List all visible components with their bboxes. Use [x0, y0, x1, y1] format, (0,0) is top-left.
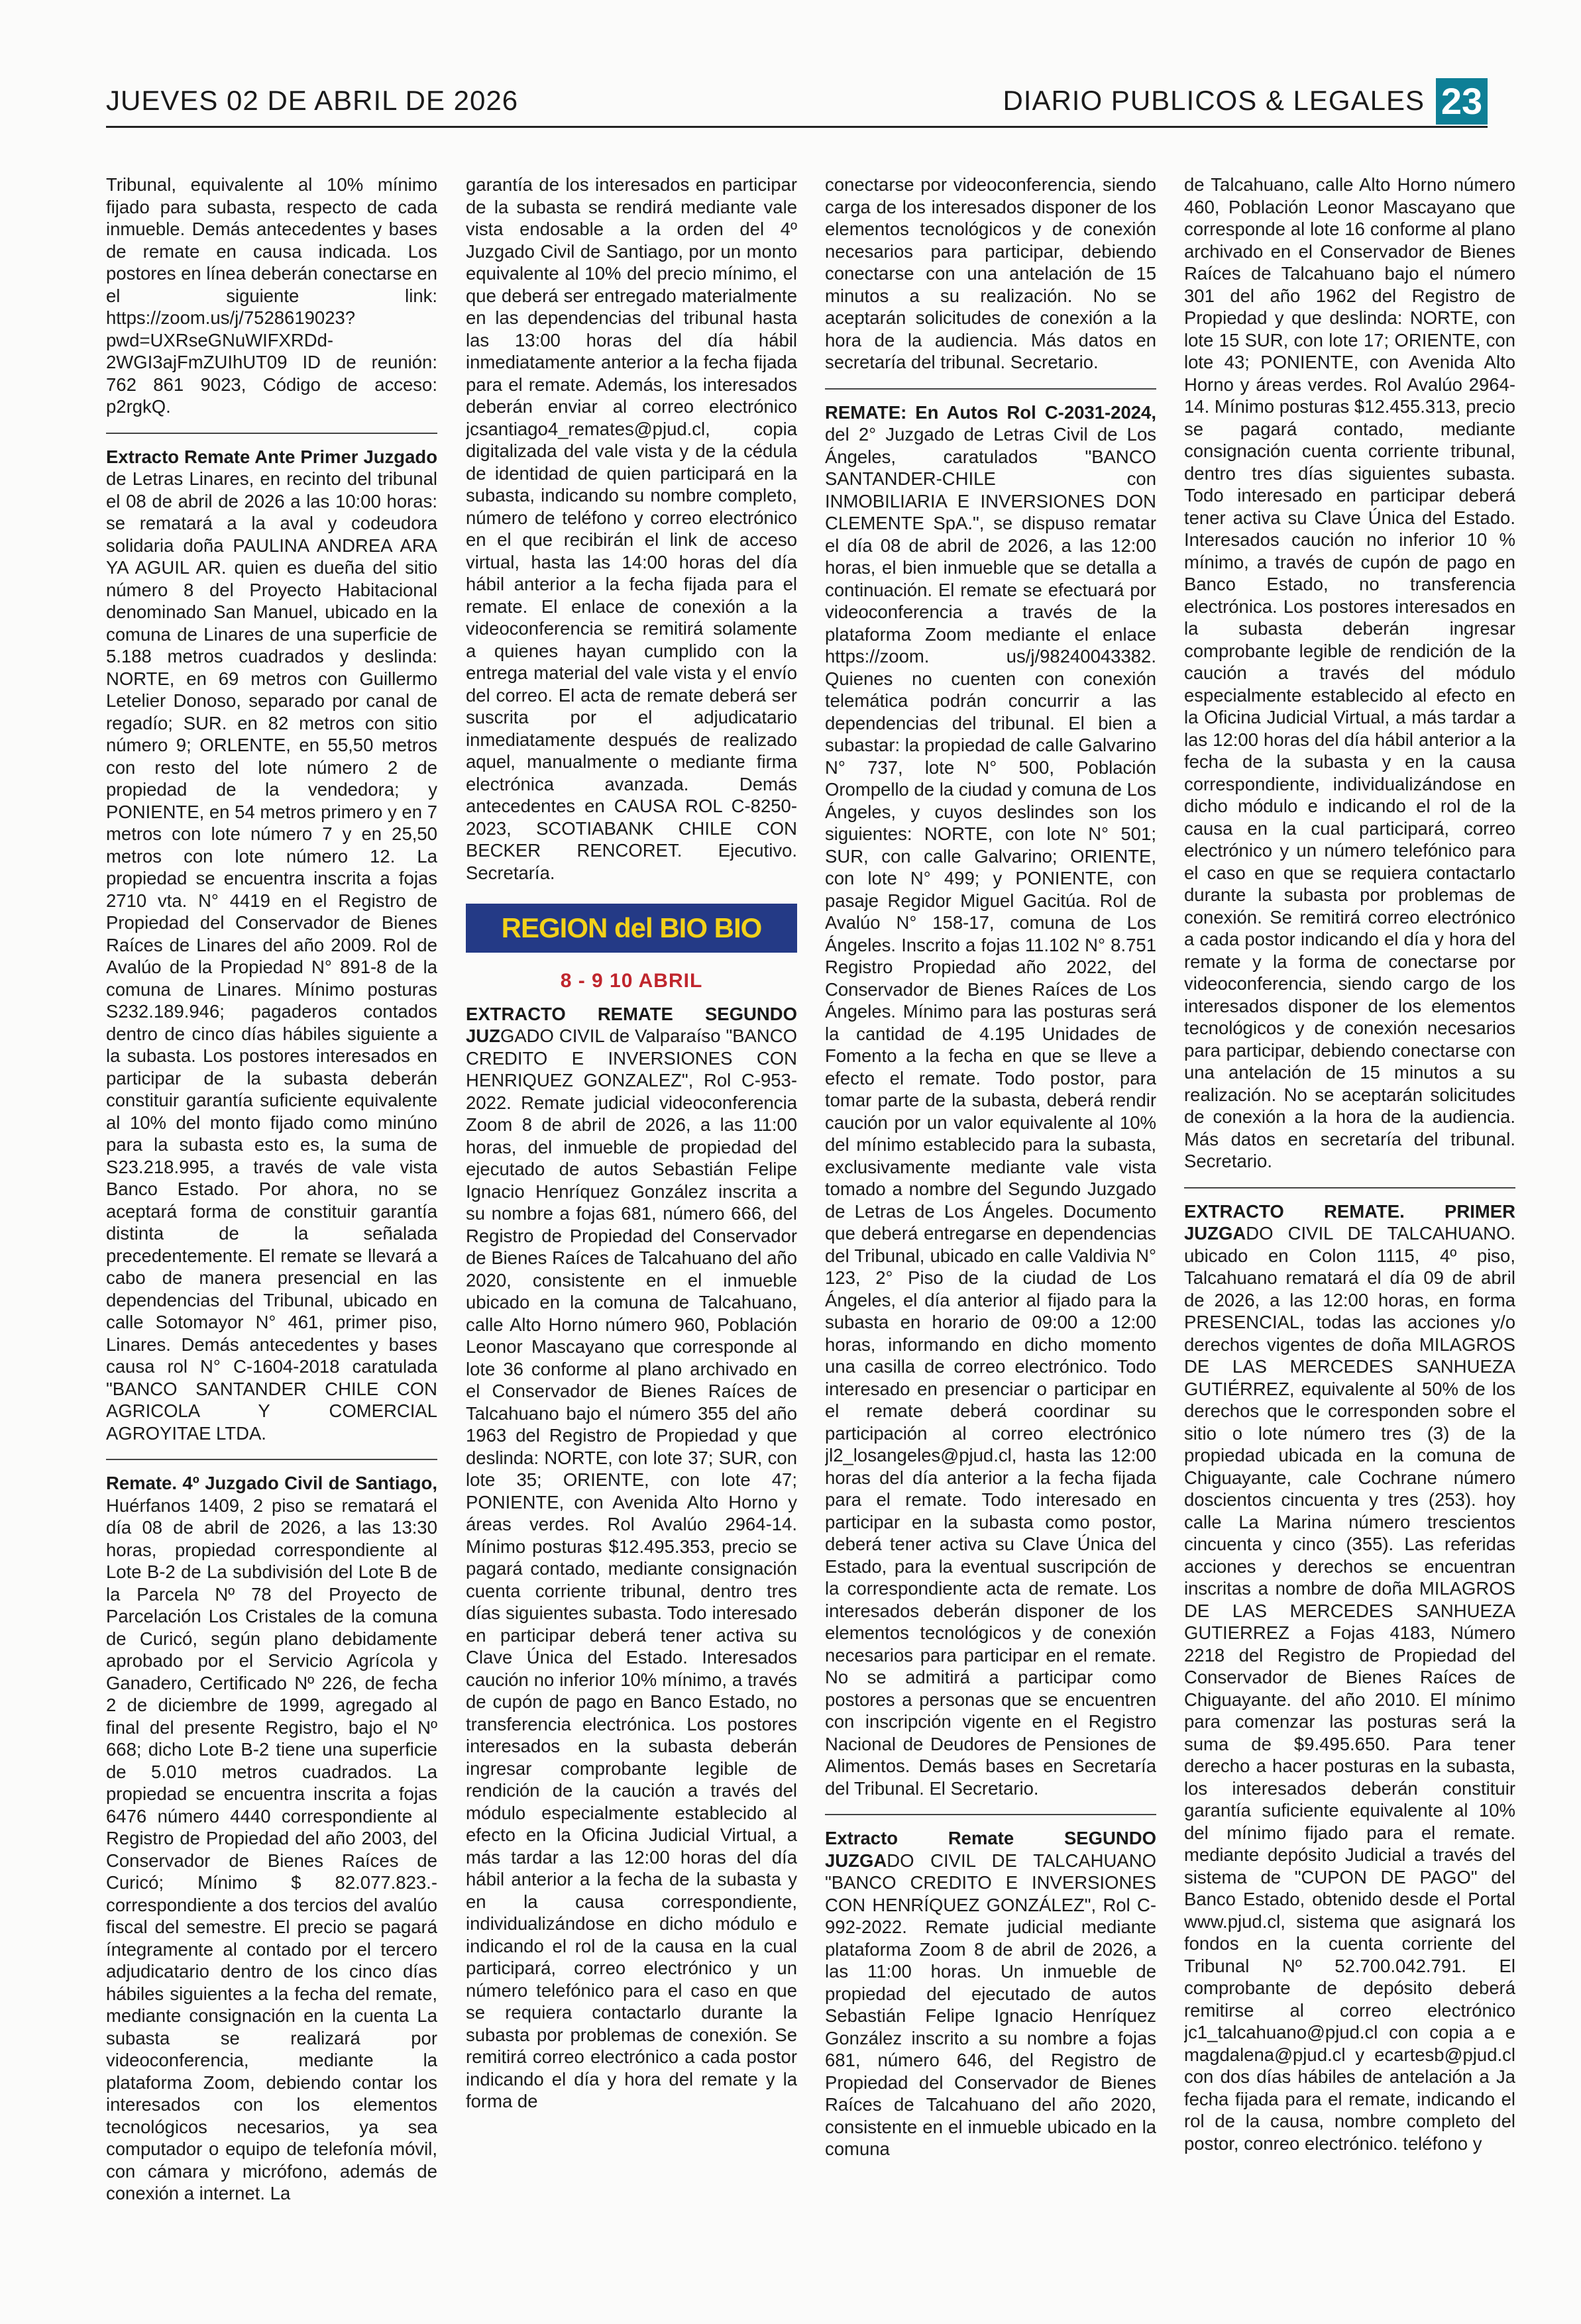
notice-divider — [825, 388, 1156, 390]
notice — [825, 1827, 1156, 2160]
notice — [1184, 1200, 1515, 2155]
notice-divider — [825, 1814, 1156, 1815]
notice — [466, 1003, 797, 2113]
notice — [106, 1472, 437, 2205]
notice-text: Tribunal, equivalente al 10% mínimo fijado para subasta, respecto de cada inmueble. Demás antecedentes y bases de remate en causa indicada. Los postores en línea deberán conectarse en el siguiente link: https://zoom.us/j/7528619023?pwd=UXRseGNuWIFXRDd-2WGI3ajFmZUIhUT09 ID de reunión: 762 861 9023, Código de acceso: p2rgkQ. — [106, 174, 437, 417]
notice-text: de Talcahuano, calle Alto Horno número 460, Población Leonor Mascayano que corresponde al lote 16 conforme al plano archivado en el Conservador de Bienes Raíces de Talcahuano bajo el número 301 del año 1962 del Registro de Propiedad y que deslinda: NORTE, con lote 15 SUR, con lote 17; ORIENTE, con lote 43; PONIENTE, con Avenida Alto Horno y áreas verdes. Rol Avalúo 2964-14. Mínimo posturas $12.455.313, precio se pagará contado, mediante consignación cuenta corriente tribunal, dentro tres días siguientes subasta. Todo interesado en participar deberá tener activa su Clave Única del Estado. Interesados caución no inferior 10 % mínimo, a través de cupón de pago en Banco Estado, no transferencia electrónica. Los postores interesados en la subasta deberán ingresar comprobante legible de rendición de la caución a través del módulo especialmente establecido al efecto en la Oficina Judicial Virtual, a más tardar a las 12:00 horas del día hábil anterior a la fecha de la subasta y en la causa correspondiente, individualizándose en dicho módulo e indicando el rol de la causa en la cual participará, correo electrónico y un número telefónico para el caso en que se requiera contactarlo durante la subasta por problemas de conexión. Se remitirá correo electrónico a cada postor indicando el día y hora del remate y la forma de conectarse por videoconferencia, siendo cargo de los interesados disponer de los elementos tecnológicos y de conexión necesarios para participar, debiendo conectarse con una antelación de 15 minutos a su realización. No se aceptarán solicitudes de conexión a la hora de la audiencia. Más datos en secretaría del tribunal. Secretario. — [1184, 174, 1515, 1171]
notice-text: del 2° Juzgado de Letras Civil de Los Ángeles, caratulados "BANCO SANTANDER-CHILE con INMOBILIARIA E INVERSIONES DON CLEMENTE SpA.", se dispuso rematar el día 08 de abril de 2026, a las 12:00 horas, el bien inmueble que se detalla a continuación. El remate se efectuará por videoconferencia a través de la plataforma Zoom mediante el enlace https://zoom. us/j/98240043382. Quienes no cuenten con conexión telemática podrán concurrir a las dependencias del tribunal. El bien a subastar: la propiedad de calle Galvarino N° 737, lote N° 500, Población Orompello de la ciudad y comuna de Los Ángeles, y cuyos deslindes son los siguientes: NORTE, con lote N° 501; SUR, con calle Galvarino; ORIENTE, con lote N° 499; y PONIENTE, con pasaje Regidor Miguel Gacitúa. Rol de Avalúo N° 158-17, comuna de Los Ángeles. Inscrito a fojas 11.102 N° 8.751 Registro Propiedad año 2022, del Conservador de Bienes Raíces de Los Ángeles. Mínimo para las posturas será la cantidad de 4.195 Unidades de Fomento a la fecha en que se lleve a efecto el remate. Todo postor, para tomar parte de la subasta, deberá rendir caución por un valor equivalente al 10% del mínimo establecido para la subasta, exclusivamente mediante vale vista tomado a nombre del Segundo Juzgado de Letras de Los Ángeles. Documento que deberá entregarse en dependencias del Tribunal, ubicado en calle Valdivia N° 123, 2° Piso de la ciudad de Los Ángeles, el día anterior al fijado para la subasta en horario de 09:00 a 12:00 horas, informando en dicho momento una casilla de correo electrónico. Todo interesado en presenciar o participar en el remate deberá coordinar su participación al correo electrónico jl2_losangeles@pjud.cl, hasta las 12:00 horas del día anterior a la fecha fijada para el remate. Todo interesado en participar en la subasta como postor, deberá tener activa su Clave Única del Estado, para la eventual suscripción de la correspondiente acta de remate. Los interesados deberán disponer de los elementos tecnológicos y de conexión necesarios para participar en el remate. No se admitirá a participar como postores a personas que se encuentren con inscripción vigente en el Registro Nacional de Deudores de Pensiones de Alimentos. Demás bases en Secretaría del Tribunal. El Secretario. — [825, 424, 1156, 1799]
notice-title: EXTRACTO REMATE SEGUNDO JUZ — [466, 1003, 797, 1046]
region-banner: REGION del BIO BIO — [466, 904, 797, 953]
notice — [106, 446, 437, 1445]
notice-title: EXTRACTO REMATE. PRIMER JUZGA — [1184, 1200, 1515, 1243]
notice-text: de Letras Linares, en recinto del tribunal el 08 de abril de 2026 a las 10:00 horas: se rematará a la aval y codeudora solidaria doña PAULINA ANDREA ARA YA AGUIL AR. quien es dueña del sitio número 8 del Proyecto Habitacional denominado San Manuel, ubicado en la comuna de Linares de una superficie de 5.188 metros cuadrados y deslinda: NORTE, en 69 metros con Guillermo Letelier Donoso, separado por canal de regadío; SUR. en 82 metros con sitio número 9; ORLENTE, en 55,50 metros con resto del lote número 2 de propiedad de la vendedora; y PONIENTE, en 54 metros primero y en 7 metros con lote número 7 y en 25,50 metros con lote número 12. La propiedad se encuentra inscrita a fojas 2710 vta. N° 4419 en el Registro de Propiedad del Conservador de Bienes Raíces de Linares del año 2009. Rol de Avalúo de la Propiedad N° 891-8 de la comuna de Linares. Mínimo posturas S232.189.946; pagaderos contados dentro de cinco días hábiles siguiente a la subasta. Los postores interesados en participar de la subasta deberán constituir garantía suficiente equivalente al 10% del monto fijado como minúno para la subasta esto es, la suma de S23.218.995, a través de vale vista Banco Estado. Por ahora, no se aceptará forma de constituir garantía distinta de la señalada precedentemente. El remate se llevará a cabo de manera presencial en las dependencias del Tribunal, ubicado en calle Sotomayor N° 461, primer piso, Linares. Demás antecedentes y bases causa rol N° C-1604-2018 caratulada "BANCO SANTANDER CHILE CON AGRICOLA Y COMERCIAL AGROYITAE LTDA. — [106, 468, 437, 1444]
notice-title: REMATE: En Autos Rol C-2031-2024, — [825, 401, 1156, 423]
notice-text: DO CIVIL DE TALCAHUANO "BANCO CREDITO E INVERSIONES CON HENRÍQUEZ GONZÁLEZ", Rol C-992-2022. Remate judicial mediante plataforma Zoom 8 de abril de 2026, a las 11:00 horas. Un inmueble de propiedad del ejecutado de autos Sebastián Felipe Ignacio Henríquez González inscrito a su nombre a fojas 681, número 646, del Registro de Propiedad del Conservador de Bienes Raíces de Talcahuano del año 2020, consistente en el inmueble ubicado en la comuna — [825, 1850, 1156, 2159]
column-2 — [466, 174, 797, 2300]
notice-title: Extracto Remate SEGUNDO JUZGA — [825, 1828, 1156, 1871]
notice-divider — [1184, 1187, 1515, 1188]
newspaper-name: DIARIO PUBLICOS & LEGALES — [1003, 85, 1425, 116]
page-header — [106, 78, 1488, 132]
notice-text: conectarse por videoconferencia, siendo carga de los interesados disponer de los elementos tecnológicos y de conexión necesarios para participar, debiendo conectarse con una antelación de 15 minutos a su realización. No se aceptarán solicitudes de conexión a la hora de la audiencia. Más datos en secretaría del tribunal. Secretario. — [825, 174, 1156, 372]
notice-title: Extracto Remate Ante Primer Juzgado — [106, 446, 437, 467]
notice-divider — [106, 433, 437, 434]
notice-divider — [106, 1459, 437, 1460]
region-dates: 8 - 9 10 ABRIL — [560, 970, 703, 992]
page-number: 23 — [1436, 78, 1488, 125]
issue-date: JUEVES 02 DE ABRIL DE 2026 — [106, 85, 519, 116]
notice-text: Huérfanos 1409, 2 piso se rematará el día 08 de abril de 2026, a las 13:30 horas, propiedad correspondiente al Lote B-2 de La subdivisión del Lote B de la Parcela Nº 78 del Proyecto de Parcelación Los Cristales de la comuna de Curicó, según plano debidamente aprobado por el Servicio Agrícola y Ganadero, Certificado Nº 226, de fecha 2 de diciembre de 1999, agregado al final del presente Registro, bajo el Nº 668; dicho Lote B-2 tiene una superficie de 5.010 metros cuadrados. La propiedad se encuentra inscrita a fojas 6476 número 4440 correspondiente al Registro de Propiedad del año 2003, del Conservador de Bienes Raíces de Curicó; Mínimo $ 82.077.823.- correspondiente a dos tercios del avalúo fiscal del semestre. El precio se pagará íntegramente al contado por el tercero adjudicatario dentro de los cinco días hábiles siguientes a la fecha del remate, mediante consignación en la cuenta La subasta se realizará por videoconferencia, mediante la plataforma Zoom, debiendo contar los interesados con los elementos tecnológicos necesarios, ya sea computador o equipo de telefonía móvil, con cámara y micrófono, además de conexión a internet. La — [106, 1495, 437, 2203]
header-rule — [106, 126, 1488, 128]
notice-text: garantía de los interesados en participar de la subasta se rendirá mediante vale vista endosable a la orden del 4º Juzgado Civil de Santiago, por un monto equivalente al 10% del precio mínimo, el que deberá ser entregado materialmente en las dependencias del tribunal hasta las 13:00 horas del día hábil inmediatamente anterior a la fecha fijada para el remate. Además, los interesados deberán enviar al correo electrónico jcsantiago4_remates@pjud.cl, copia digitalizada del vale vista y de la cédula de identidad de quien participará en la subasta, indicando su nombre completo, número de teléfono y correo electrónico en el que recibirán el link de acceso virtual, hasta las 14:00 horas del día hábil anterior a la fecha fijada para el remate. El enlace de conexión a la videoconferencia se remitirá solamente a quienes hayan cumplido con la entrega material del vale vista y el envío del correo. El acta de remate deberá ser suscrita por el adjudicatario inmediatamente después de realizado aquel, manualmente o mediante firma electrónica avanzada. Demás antecedentes en CAUSA ROL C-8250-2023, SCOTIABANK CHILE CON BECKER RENCORET. Ejecutivo. Secretaría. — [466, 174, 797, 883]
column-1 — [106, 174, 437, 2300]
notice-text: GADO CIVIL de Valparaíso "BANCO CREDITO E INVERSIONES CON HENRIQUEZ GONZALEZ", Rol C-953-2022. Remate judicial videoconferencia Zoom 8 de abril de 2026, a las 11:00 horas, del inmueble de propiedad del ejecutado de autos Sebastián Felipe Ignacio Henríquez González inscrita a su nombre a fojas 681, número 666, del Registro de Propiedad del Conservador de Bienes Raíces de Talcahuano del año 2020, consistente en el inmueble ubicado en la comuna de Talcahuano, calle Alto Horno número 960, Población Leonor Mascayano que corresponde al lote 36 conforme al plano archivado en el Conservador de Bienes Raíces de Talcahuano bajo el número 355 del año 1963 del Registro de Propiedad y que deslinda: NORTE, con lote 37; SUR, con lote 35; ORIENTE, con lote 47; PONIENTE, con Avenida Alto Horno y áreas verdes. Rol Avalúo 2964-14. Mínimo posturas $12.495.353, precio se pagará contado, mediante consignación cuenta corriente tribunal, dentro tres días siguientes subasta. Todo interesado en participar deberá tener activa su Clave Única del Estado. Interesados caución no inferior 10% mínimo, a través de cupón de pago en Banco Estado, no transferencia electrónica. Los postores interesados en la subasta deberán ingresar comprobante legible de rendición de la caución a través del módulo especialmente establecido al efecto en la Oficina Judicial Virtual, a más tardar a las 12:00 horas del día hábil anterior a la fecha de la subasta y en la causa correspondiente, individualizándose en dicho módulo e indicando el rol de la causa en la cual participará, correo electrónico y un número telefónico para el caso en que se requiera contactarlo durante la subasta por problemas de conexión. Se remitirá correo electrónico a cada postor indicando el día y hora del remate y la forma de — [466, 1026, 797, 2111]
column-3 — [825, 174, 1156, 2300]
notice-text: DO CIVIL DE TALCAHUANO. ubicado en Colon 1115, 4º piso, Talcahuano rematará el día 09 de abril de 2026, a las 12:00 horas, en forma PRESENCIAL, todas las acciones y/o derechos vigentes de doña MILAGROS DE LAS MERCEDES SANHUEZA GUTIÉRREZ, equivalente al 50% de los derechos que le corresponden sobre el sitio o lote número tres (3) de la propiedad ubicada en la comuna de Chiguayante, cale Cochrane número doscientos cincuenta y tres (253). hoy calle La Marina número trescientos cincuenta y cinco (355). Las referidas acciones y derechos se encuentran inscritas a nombre de doña MILAGROS DE LAS MERCEDES SANHUEZA GUTIERREZ a Fojas 4183, Número 2218 del Registro de Propiedad del Conservador de Bienes Raíces de Chiguayante. del año 2010. El mínimo para comenzar las posturas será la suma de $9.495.650. Para tener derecho a hacer posturas en la subasta, los interesados deberán constituir garantía suficiente equivalente al 10% del mínimo fijado para el remate. mediante depósito Judicial a través del sistema de "CUPON DE PAGO" del Banco Estado, obtenido desde el Portal www.pjud.cl, sistema que asignará los fondos en la cuenta corriente del Tribunal Nº 52.700.042.791. El comprobante de depósito deberá remitirse al correo electrónico jc1_talcahuano@pjud.cl con copia a e magdalena@pjud.cl y ecartesb@pjud.cl con dos días hábiles de antelación a Ja fecha fijada para el remate, indicando el rol de la causa, nombre completo del postor, conreo electrónico. teléfono y — [1184, 1223, 1515, 2154]
notice-title: Remate. 4º Juzgado Civil de Santiago, — [106, 1473, 437, 1493]
column-4 — [1184, 174, 1515, 2300]
notice — [825, 401, 1156, 1800]
